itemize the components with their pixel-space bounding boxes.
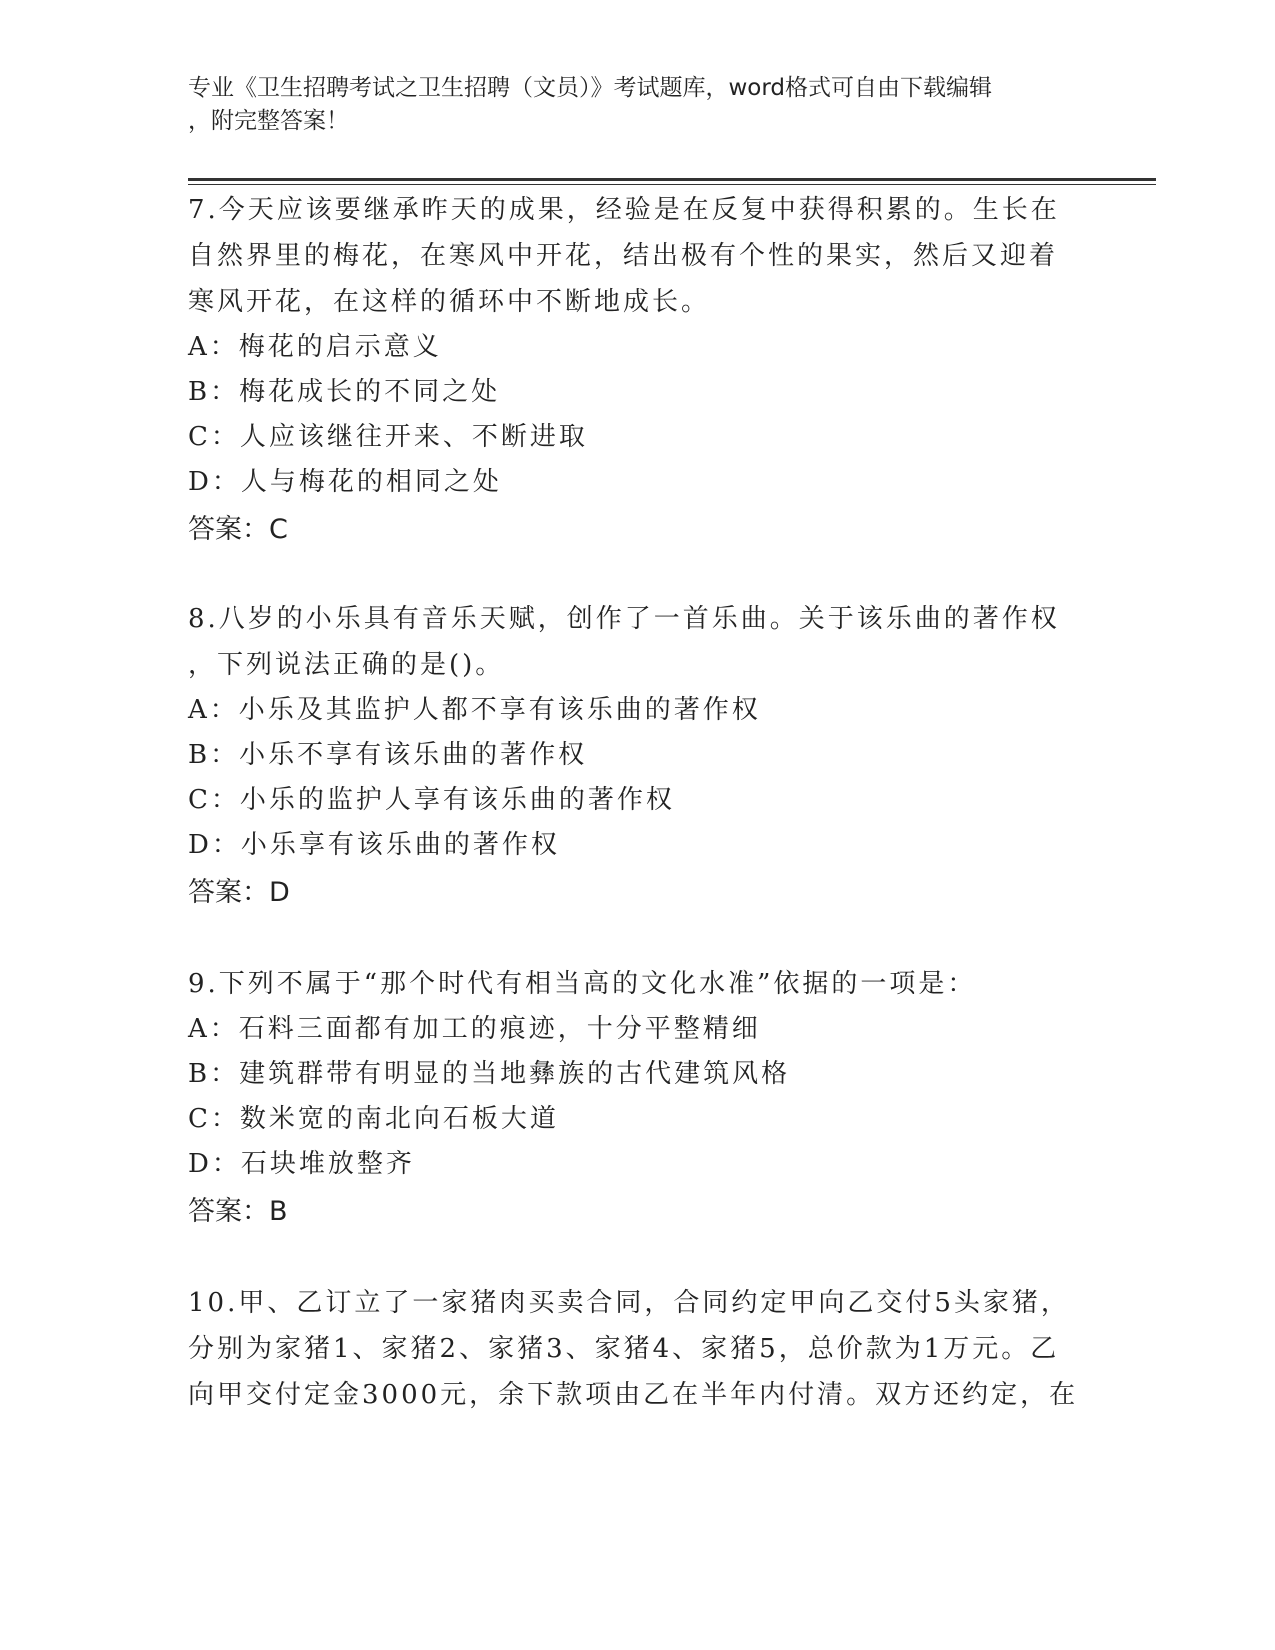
document-header <box>188 72 1068 138</box>
header-divider-thin <box>188 184 1156 185</box>
option-d: D：石块堆放整齐 <box>188 1149 415 1179</box>
option-d: D：小乐享有该乐曲的著作权 <box>188 830 560 860</box>
option-c: C：人应该继往开来、不断进取 <box>188 422 588 452</box>
header-line-2: ，附完整答案！ <box>188 108 349 134</box>
question-text-line: 向甲交付定金3000元，余下款项由乙在半年内付清。双方还约定，在 <box>188 1380 1079 1410</box>
question-7 <box>188 187 1088 553</box>
question-text-line: 9.下列不属于“那个时代有相当高的文化水准”依据的一项是： <box>188 969 977 999</box>
question-10 <box>188 1280 1088 1418</box>
option-c: C：数米宽的南北向石板大道 <box>188 1104 559 1134</box>
question-8 <box>188 596 1088 916</box>
option-b: B：小乐不享有该乐曲的著作权 <box>188 740 588 770</box>
question-text-line: 10.甲、乙订立了一家猪肉买卖合同，合同约定甲向乙交付5头家猪， <box>188 1288 1070 1318</box>
option-b: B：梅花成长的不同之处 <box>188 377 501 407</box>
option-c: C：小乐的监护人享有该乐曲的著作权 <box>188 785 675 815</box>
question-text-line: 寒风开花，在这样的循环中不断地成长。 <box>188 287 711 317</box>
option-a: A：梅花的启示意义 <box>188 332 442 362</box>
option-a: A：小乐及其监护人都不享有该乐曲的著作权 <box>188 695 761 725</box>
question-text-line: 自然界里的梅花，在寒风中开花，结出极有个性的果实，然后又迎着 <box>188 241 1059 271</box>
header-divider-thick <box>188 178 1156 181</box>
question-text-line: ，下列说法正确的是()。 <box>188 650 505 680</box>
question-text-line: 8.八岁的小乐具有音乐天赋，创作了一首乐曲。关于该乐曲的著作权 <box>188 604 1060 634</box>
option-d: D：人与梅花的相同之处 <box>188 467 502 497</box>
option-b: B：建筑群带有明显的当地彝族的古代建筑风格 <box>188 1059 791 1089</box>
question-text-line: 分别为家猪1、家猪2、家猪3、家猪4、家猪5，总价款为1万元。乙 <box>188 1334 1060 1364</box>
question-9 <box>188 961 1088 1235</box>
answer: 答案：B <box>188 1196 288 1227</box>
header-line-1: 专业《卫生招聘考试之卫生招聘（文员）》考试题库，word格式可自由下载编辑 <box>188 75 993 101</box>
answer: 答案：C <box>188 514 288 545</box>
option-a: A：石料三面都有加工的痕迹，十分平整精细 <box>188 1014 761 1044</box>
answer: 答案：D <box>188 877 290 908</box>
question-text-line: 7.今天应该要继承昨天的成果，经验是在反复中获得积累的。生长在 <box>188 195 1060 225</box>
